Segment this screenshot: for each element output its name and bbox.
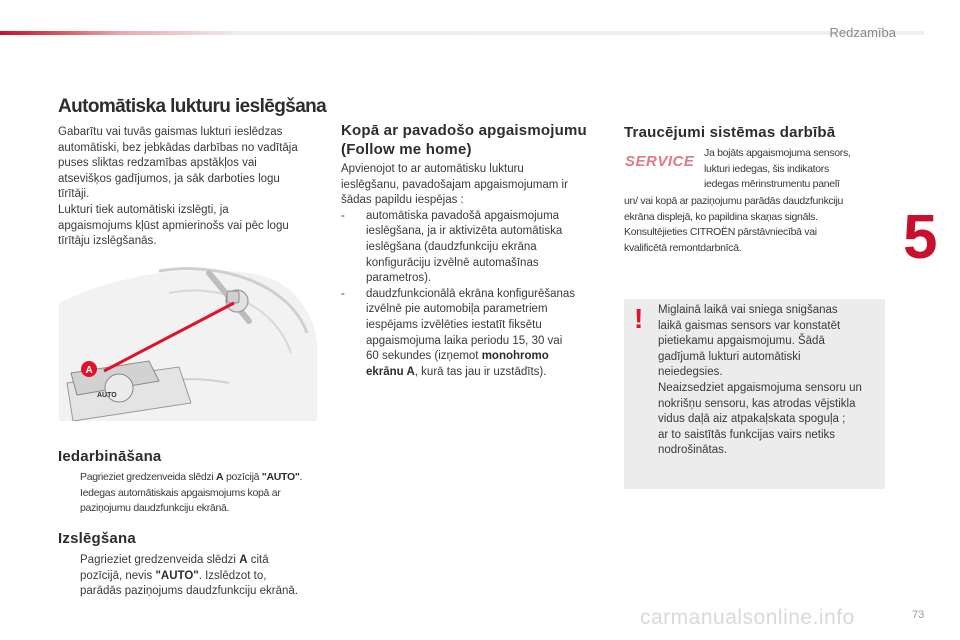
- light-switch-illustration: [59, 263, 317, 421]
- warning-box: [624, 299, 885, 489]
- page-title: Automātiska lukturu ieslēgšana: [58, 96, 327, 117]
- fault-text-right: Ja bojāts apgaismojuma sensors, lukturi iedegas, šis indikators iedegas mērinstrumentu panelī: [704, 147, 851, 190]
- follow-me-home-text: Apvienojot to ar automātisku lukturu ieslēgšanu, pavadošajam apgaismojumam ir šādas papildu iespējas : - automātiska pavadošā apgaismojuma ieslēgšana, ja ir aktivizēta automātiska ieslēgšana (daudzfunkciju ekrāna konfigurāciju izvēlnē automašīnas parametros). - daudzfunkcionālā ekrāna konfigurēšanas izvēlnē pie automobiļa parametriem iespējams izvēlēties iestatīt fiksētu apgaismojuma laika periodu 15, 30 vai 60 sekundes (izņemot monohromo ekrānu A, kurā tas jau ir uzstādīts).: [341, 162, 616, 380]
- intro-paragraph: Gabarītu vai tuvās gaismas lukturi ieslēdzas automātiski, bez jebkādas darbības no vadītāja puses sliktas redzamības apstākļos vai atsevišķos gadījumos, ja sāk darboties logu tīrītāji. Lukturi tiek automātiski izslēgti, ja apgaismojums kļūst apmierinošs vai pēc logu tīrītāju izslēgšanās.: [58, 126, 298, 248]
- activation-instruction: Pagrieziet gredzenveida slēdzi A pozīcijā "AUTO". Iedegas automātiskais apgaismojums kopā ar paziņojumu daudzfunkciju ekrānā.: [80, 471, 303, 514]
- malfunction-heading: Traucējumi sistēmas darbībā: [624, 124, 836, 141]
- activation-heading: Iedarbināšana: [58, 448, 162, 465]
- service-warning-icon: SERVICE: [625, 153, 695, 170]
- section-title: Redzamība: [829, 25, 896, 40]
- deactivation-instruction: Pagrieziet gredzenveida slēdzi A citā pozīcijā, nevis "AUTO". Izslēdzot to, parādās paziņojums daudzfunkciju ekrānā.: [80, 554, 298, 598]
- auto-marking: AUTO: [97, 392, 117, 399]
- fault-text: un/ vai kopā ar paziņojumu parādās daudzfunkciju ekrāna displejā, ko papildina skaņas signāls. Konsultējieties CITROËN pārstāvniecībā vai kvalificētā remontdarbnīcā.: [624, 195, 844, 254]
- list-item: - automātiska pavadošā apgaismojuma ieslēgšana, ja ir aktivizēta automātiska ieslēgšana (daudzfunkciju ekrāna konfigurāciju izvēlnē automašīnas parametros).: [341, 209, 563, 285]
- deactivation-heading: Izslēgšana: [58, 530, 136, 547]
- callout-a-label: A: [85, 365, 93, 376]
- warning-text: Miglainā laikā vai sniega snigšanas laikā gaismas sensors var konstatēt pietiekamu apgaismojumu. Šādā gadījumā lukturi automātiski neiedegsies. Neaizsedziet apgaismojuma sensoru un nokrišņu sensoru, kas atrodas vējstikla vidus daļā aiz atpakaļskata spoguļa ; ar to saistītās funkcijas vairs netiks nodrošinātas.: [658, 304, 862, 457]
- exclamation-icon: !: [634, 303, 644, 334]
- chapter-number: 5: [903, 203, 938, 272]
- header-accent-bar: [0, 31, 924, 35]
- watermark: carmanualsonline.info: [640, 606, 855, 629]
- list-item: - daudzfunkcionālā ekrāna konfigurēšanas izvēlnē pie automobiļa parametriem iespējams izvēlēties iestatīt fiksētu apgaismojuma laika periodu 15, 30 vai 60 sekundes (izņemot monohromo ekrānu A, kurā tas jau ir uzstādīts).: [341, 287, 576, 378]
- follow-me-home-heading: Kopā ar pavadošo apgaismojumu (Follow me home): [341, 122, 587, 158]
- page-number: 73: [912, 609, 925, 621]
